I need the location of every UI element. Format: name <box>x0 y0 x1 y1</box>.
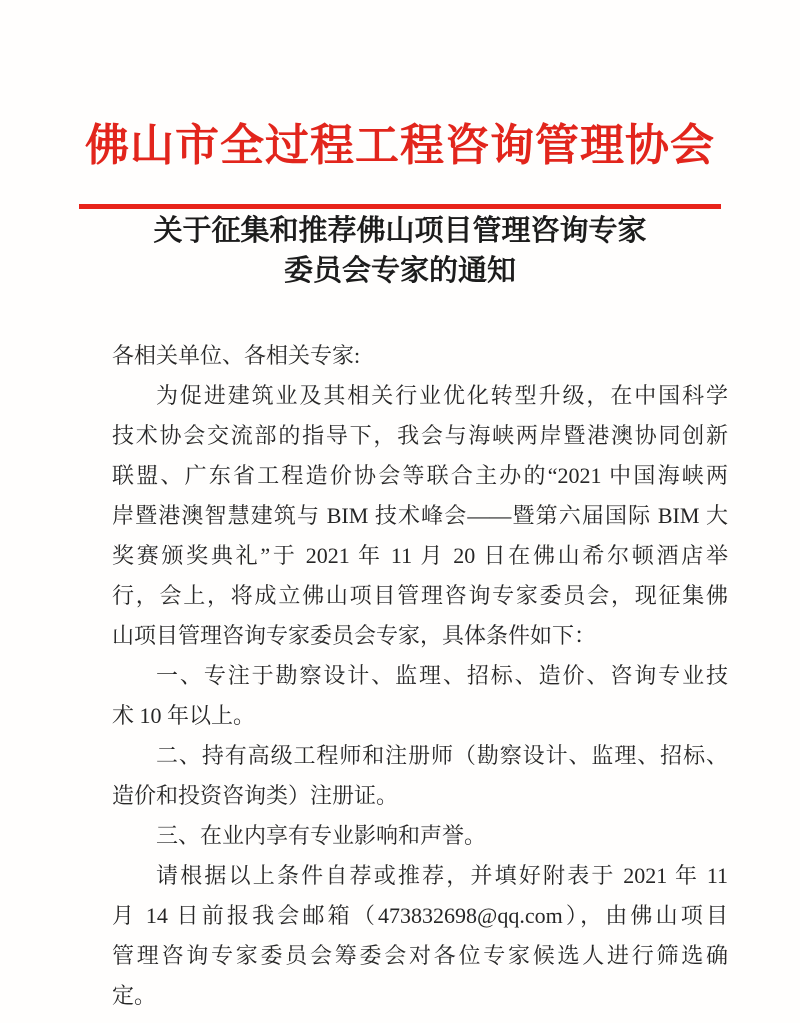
notice-title <box>0 211 800 291</box>
body-line: 管理咨询专家委员会筹委会对各位专家候选人进行筛选确 <box>112 943 728 968</box>
body-line: 月 14 日前报我会邮箱（473832698@qq.com），由佛山项目 <box>112 903 728 928</box>
body-line: 术 10 年以上。 <box>112 703 256 728</box>
body-paragraph <box>112 816 728 856</box>
notice-body <box>0 336 800 1016</box>
body-line: 为促进建筑业及其相关行业优化转型升级，在中国科学 <box>156 383 728 408</box>
body-line: 技术协会交流部的指导下，我会与海峡两岸暨港澳协同创新 <box>112 423 728 448</box>
letterhead-divider-rule <box>79 204 721 209</box>
body-line: 岸暨港澳智慧建筑与 BIM 技术峰会——暨第六届国际 BIM 大 <box>112 503 728 528</box>
body-paragraph <box>112 376 728 656</box>
body-paragraph <box>112 336 728 376</box>
body-line: 请根据以上条件自荐或推荐，并填好附表于 2021 年 11 <box>156 863 728 888</box>
body-line: 二、持有高级工程师和注册师（勘察设计、监理、招标、 <box>156 743 728 768</box>
body-paragraph <box>112 736 728 816</box>
body-paragraph <box>112 856 728 1016</box>
body-line: 定。 <box>112 983 157 1008</box>
body-line: 行，会上，将成立佛山项目管理咨询专家委员会，现征集佛 <box>112 583 728 608</box>
body-line: 三、在业内享有专业影响和声誉。 <box>156 823 487 848</box>
letterhead-org-name: 佛山市全过程工程咨询管理协会 <box>85 121 715 170</box>
body-line: 各相关单位、各相关专家: <box>112 343 361 368</box>
body-paragraph <box>112 656 728 736</box>
body-line: 山项目管理咨询专家委员会专家，具体条件如下： <box>112 623 597 648</box>
body-line: 一、专注于勘察设计、监理、招标、造价、咨询专业技 <box>156 663 728 688</box>
body-line: 联盟、广东省工程造价协会等联合主办的“2021 中国海峡两 <box>112 463 728 488</box>
notice-title-line-1: 关于征集和推荐佛山项目管理咨询专家 <box>153 215 647 247</box>
body-line: 造价和投资咨询类）注册证。 <box>112 783 399 808</box>
notice-title-line-2: 委员会专家的通知 <box>283 255 516 287</box>
body-line: 奖赛颁奖典礼”于 2021 年 11 月 20 日在佛山希尔顿酒店举 <box>112 543 728 568</box>
